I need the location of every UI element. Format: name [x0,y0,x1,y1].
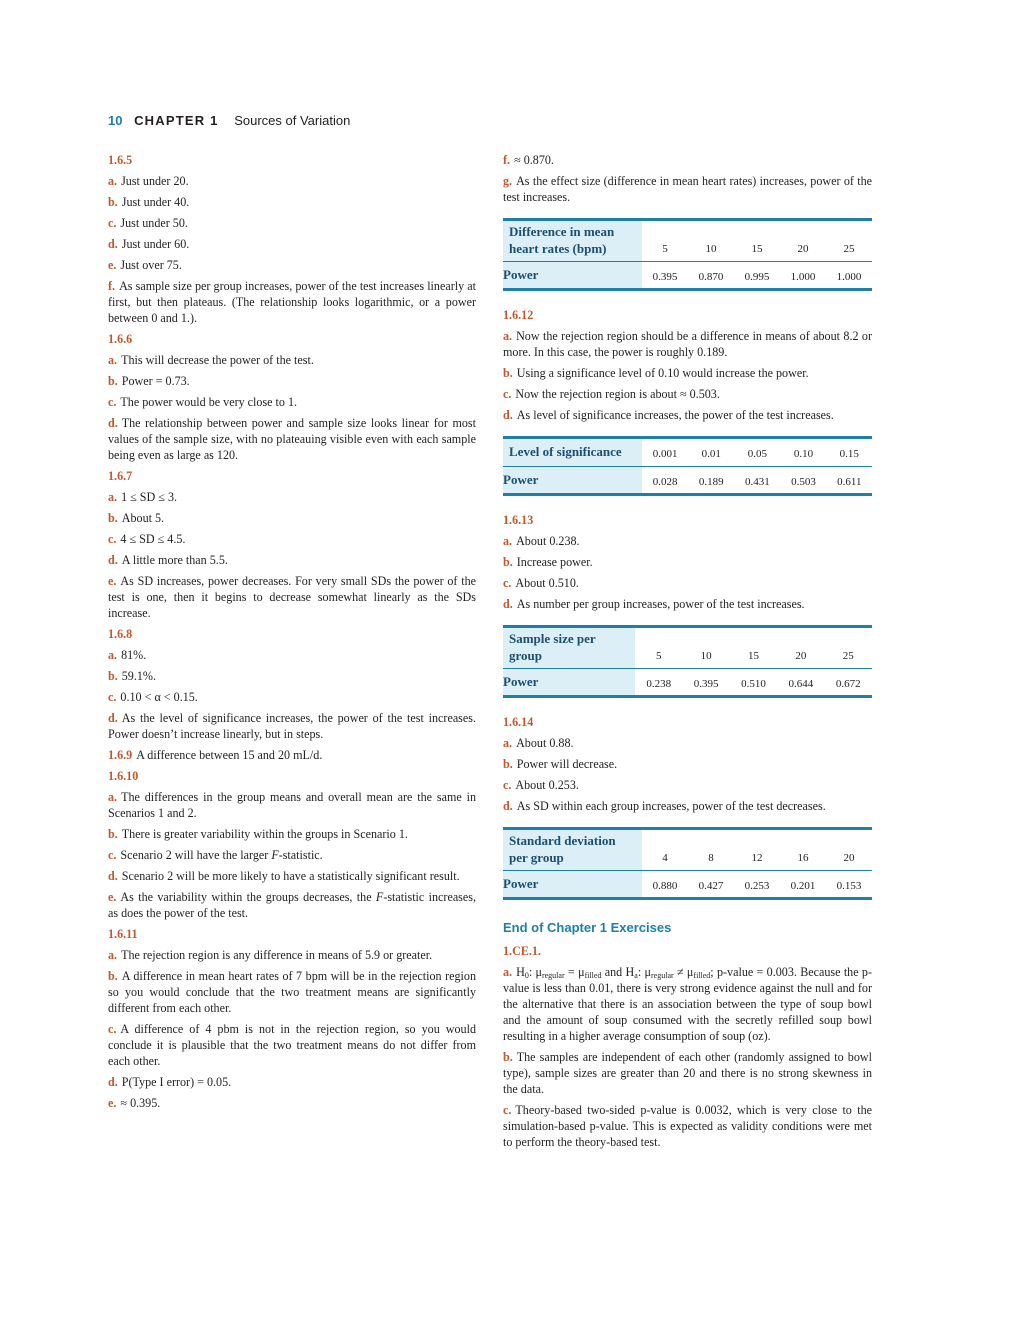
answer-1-6-10-a [108,789,476,821]
answer-text: As sample size per group increases, power of the test increases linearly at first, but then plateaus. (The relationship looks logarithmic, or a power between 0 and 1.). [108,279,476,325]
table-cell: 1.000 [836,271,862,283]
item-label: e. [108,890,117,904]
section-1-ce-1: 1.CE.1. [503,944,541,958]
item-label: b. [108,511,118,525]
table-cell: 0.427 [698,880,724,892]
f-symbol: F [375,890,384,904]
answer-1-6-13-a [503,533,872,549]
subscript: regular [541,971,565,980]
section-1-6-10: 1.6.10 [108,769,139,783]
table-cell: 10 [688,220,734,262]
table-header: Standard deviation per group [503,829,642,871]
answer-text: As the effect size (difference in mean heart rates) increases, power of the test increases. [503,174,872,204]
answer-text: Just under 60. [121,237,190,251]
answer-text: 1 ≤ SD ≤ 3. [121,490,178,504]
item-label: b. [108,669,118,683]
table-cell: 0.189 [698,476,724,488]
answer-1-6-10-d [108,868,476,884]
answer-1-6-14-c [503,777,872,793]
answer-text: As SD increases, power decreases. For very small SDs the power of the test is one, then it begins to decrease somewhat linearly as the SDs increase. [108,574,476,620]
answer-text: Just under 20. [121,174,189,188]
table-cell: 0.503 [791,476,816,488]
answer-text: 81%. [121,648,147,662]
answer-text: : μ [637,965,651,979]
item-label: b. [503,366,513,380]
table-cell: 0.201 [790,880,816,892]
table-row [503,669,872,697]
answer-text: The samples are independent of each other (randomly assigned to bowl type), sample sizes are greater than 20 and there is no strong skewness in the data. [503,1050,872,1096]
answer-text: About 0.510. [515,576,579,590]
answer-text: 0.10 < α < 0.15. [120,690,198,704]
item-label: c. [108,848,117,862]
item-label: c. [108,690,117,704]
item-label: b. [108,374,118,388]
item-label: d. [108,711,118,725]
subscript: a [634,971,638,980]
answer-1-6-11-e [108,1095,476,1111]
table-row [503,871,872,899]
item-label: b. [503,1050,513,1064]
table-cell: 0.880 [652,880,678,892]
item-label: e. [108,258,117,272]
answer-1-6-11-b [108,968,476,1016]
answer-1-6-13-d [503,596,872,612]
item-label: d. [108,1075,118,1089]
answer-text: A difference in mean heart rates of 7 bpm will be in the rejection region so you would conclude that the two treatment means are significantly different from each other. [108,969,476,1015]
item-label: a. [108,353,118,367]
answer-1-6-11-c [108,1021,476,1069]
f-symbol: F [271,848,279,862]
item-label: d. [108,416,118,430]
power-table-sample-size [503,625,872,698]
item-label: d. [108,237,118,251]
end-of-chapter-heading: End of Chapter 1 Exercises [503,920,672,935]
subscript: filled [693,971,711,980]
answer-text: The rejection region is any difference in means of 5.9 or greater. [121,948,433,962]
answer-1-6-12-d [503,407,872,423]
table-cell: 0.238 [646,678,672,690]
table-row [503,438,872,467]
power-table-significance [503,436,872,496]
section-1-6-11: 1.6.11 [108,927,138,941]
answer-1-6-13-c [503,575,872,591]
table-cell: 15 [734,220,780,262]
table-cell: 0.510 [741,678,766,690]
answer-text: About 0.88. [516,736,574,750]
table-cell: 15 [730,627,777,669]
answer-text: Theory-based two-sided p-value is 0.0032, which is very close to the simulation-based p-value. This is expected as validity conditions were met to perform the theory-based test. [503,1103,872,1149]
answer-1-6-6-c [108,394,476,410]
answer-1-6-7-b [108,510,476,526]
table-row-label: Power [503,467,642,495]
answer-text: Just over 75. [120,258,182,272]
subscript: 0 [524,971,529,980]
power-table-sd [503,827,872,900]
table-cell: 0.01 [688,438,734,467]
table-cell: 0.05 [734,438,780,467]
page-number: 10 [108,113,123,128]
answer-1-6-6-b [108,373,476,389]
table-cell: 25 [826,220,872,262]
answer-1-6-5-b [108,194,476,210]
section-1-6-12: 1.6.12 [503,308,534,322]
answer-text: Now the rejection region should be a difference in means of about 8.2 or more. In this case, the power is roughly 0.189. [503,329,872,359]
item-label: b. [108,969,118,983]
answer-1-6-8-d [108,710,476,742]
item-label: g. [503,174,513,188]
answer-1-6-7-c [108,531,476,547]
answer-1-6-11-g [503,173,872,205]
answer-text: About 0.238. [516,534,580,548]
item-label: a. [503,736,513,750]
item-label: f. [108,279,116,293]
answer-text: and H [601,965,635,979]
section-1-6-5: 1.6.5 [108,153,133,167]
table-cell: 5 [635,627,682,669]
answer-1-6-9 [108,747,476,763]
section-1-6-6: 1.6.6 [108,332,133,346]
hypothesis-h: H [516,965,525,979]
answer-text: P(Type I error) = 0.05. [121,1075,232,1089]
answer-1-6-8-b [108,668,476,684]
table-cell: 5 [642,220,688,262]
table-cell: 0.028 [652,476,678,488]
table-cell: 0.611 [837,476,862,488]
chapter-title: Sources of Variation [234,113,351,128]
power-table-heart-rate [503,218,872,291]
answer-1-6-5-f [108,278,476,326]
answer-1-ce-1-c [503,1102,872,1150]
table-cell: 0.253 [744,880,770,892]
answer-text: Power will decrease. [516,757,618,771]
answer-text: A difference of 4 pbm is not in the rejection region, so you would conclude it is plausible that the two treatment means do not differ from each other. [108,1022,476,1068]
answer-1-6-13-b [503,554,872,570]
answer-text: -statistic increases, as does the power of the test. [108,890,476,920]
answer-text: Power = 0.73. [121,374,190,388]
answer-text: Just under 50. [120,216,188,230]
table-cell: 20 [780,220,826,262]
answer-1-6-14-d [503,798,872,814]
item-label: c. [108,216,117,230]
table-row [503,627,872,669]
answer-text: The differences in the group means and overall mean are the same in Scenarios 1 and 2. [108,790,476,820]
item-label: a. [108,174,118,188]
left-column [108,152,476,1116]
answer-text: ≈ 0.870. [514,153,554,167]
item-label: c. [503,778,512,792]
answer-1-6-10-c [108,847,476,863]
item-label: d. [108,869,118,883]
item-label: c. [108,1022,117,1036]
item-label: d. [503,597,513,611]
section-1-6-13: 1.6.13 [503,513,534,527]
subscript: filled [584,971,602,980]
item-label: a. [108,490,118,504]
table-header: Sample size per group [503,627,635,669]
answer-text: As the variability within the groups decreases, the [120,890,376,904]
table-row [503,829,872,871]
answer-1-6-5-e [108,257,476,273]
answer-1-6-10-b [108,826,476,842]
answer-text: Scenario 2 will have the larger [120,848,272,862]
answer-text: About 0.253. [515,778,579,792]
answer-1-ce-1-a [503,964,872,1044]
item-label: d. [503,408,513,422]
answer-1-6-7-d [108,552,476,568]
section-1-6-9: 1.6.9 [108,748,133,762]
answer-1-6-7-a [108,489,476,505]
section-1-6-8: 1.6.8 [108,627,133,641]
table-row [503,467,872,495]
item-label: c. [503,576,512,590]
item-label: b. [503,555,513,569]
table-cell: 0.395 [652,271,678,283]
section-1-6-14: 1.6.14 [503,715,534,729]
table-cell: 25 [825,627,872,669]
table-cell: 0.870 [698,271,724,283]
item-label: e. [108,574,117,588]
answer-1-6-5-a [108,173,476,189]
answer-1-6-6-a [108,352,476,368]
answer-1-6-10-e [108,889,476,921]
item-label: b. [503,757,513,771]
item-label: a. [108,648,118,662]
chapter-label: CHAPTER 1 [134,113,219,128]
item-label: a. [503,534,513,548]
answer-text: 59.1%. [121,669,157,683]
table-cell: 0.15 [827,438,872,467]
answer-text: A difference between 15 and 20 mL/d. [136,748,323,762]
answer-1-6-7-e [108,573,476,621]
item-label: d. [108,553,118,567]
answer-1-6-11-f [503,152,872,168]
subscript: regular [651,971,674,980]
table-header: Difference in mean heart rates (bpm) [503,220,642,262]
answer-1-6-11-d [108,1074,476,1090]
answer-1-6-12-b [503,365,872,381]
answer-1-6-14-b [503,756,872,772]
table-cell: 0.153 [836,880,862,892]
answer-text: A little more than 5.5. [121,553,228,567]
table-row [503,262,872,290]
item-label: d. [503,799,513,813]
table-cell: 20 [777,627,824,669]
item-label: e. [108,1096,117,1110]
table-cell: 0.10 [780,438,826,467]
answer-text: ≠ μ [673,965,694,979]
answer-text: = μ [564,965,585,979]
table-row [503,220,872,262]
answer-1-6-6-d [108,415,476,463]
table-row-label: Power [503,669,635,697]
answer-1-6-5-c [108,215,476,231]
table-cell: 0.644 [788,678,814,690]
answer-text: : μ [528,965,542,979]
table-cell: 12 [734,829,780,871]
table-cell: 0.395 [693,678,719,690]
item-label: a. [108,790,118,804]
answer-text: This will decrease the power of the test. [121,353,314,367]
answer-1-6-12-a [503,328,872,360]
table-cell: 16 [780,829,826,871]
table-cell: 0.431 [744,476,770,488]
item-label: c. [503,387,512,401]
answer-1-6-11-a [108,947,476,963]
answer-text: As number per group increases, power of the test increases. [516,597,805,611]
table-cell: 1.000 [790,271,816,283]
item-label: a. [503,329,513,343]
right-column [503,152,872,1155]
item-label: b. [108,195,118,209]
answer-text: The relationship between power and sample size looks linear for most values of the sample size, with no plateauing visible even with each sample being even as large as 120. [108,416,476,462]
table-cell: 0.995 [744,271,770,283]
table-cell: 0.672 [835,678,861,690]
answer-text: ≈ 0.395. [120,1096,161,1110]
answer-text: Increase power. [516,555,593,569]
item-label: a. [503,965,513,979]
table-cell: 8 [688,829,734,871]
answer-text: As SD within each group increases, power of the test decreases. [516,799,826,813]
answer-1-6-5-d [108,236,476,252]
answer-text: As the level of significance increases, the power of the test increases. Power doesn’t increase linearly, but in steps. [108,711,476,741]
item-label: c. [108,532,117,546]
answer-text: About 5. [121,511,165,525]
answer-text: -statistic. [278,848,323,862]
answer-1-6-14-a [503,735,872,751]
table-cell: 0.001 [642,438,688,467]
answer-1-ce-1-b [503,1049,872,1097]
item-label: b. [108,827,118,841]
table-cell: 4 [642,829,688,871]
table-header: Level of significance [503,438,642,467]
item-label: c. [108,395,117,409]
item-label: a. [108,948,118,962]
answer-1-6-8-a [108,647,476,663]
section-1-6-7: 1.6.7 [108,469,133,483]
answer-text: There is greater variability within the groups in Scenario 1. [121,827,408,841]
answer-text: Using a significance level of 0.10 would increase the power. [516,366,809,380]
answer-1-6-12-c [503,386,872,402]
answer-text: ; p-value = 0.003. Because the p-value is less than 0.01, there is very strong evidence against the null and for the alternative that there is an association between the type of soup bowl and the amount of soup consumed with the secretly refilled soup bowl resulting in a higher average consumption of soup (oz). [503,965,872,1043]
table-cell: 20 [826,829,872,871]
table-cell: 10 [682,627,729,669]
answer-1-6-8-c [108,689,476,705]
table-row-label: Power [503,871,642,899]
answer-text: Now the rejection region is about ≈ 0.503. [515,387,720,401]
item-label: f. [503,153,511,167]
answer-text: As level of significance increases, the power of the test increases. [516,408,834,422]
table-row-label: Power [503,262,642,290]
item-label: c. [503,1103,512,1117]
answer-text: Scenario 2 will be more likely to have a statistically significant result. [121,869,460,883]
answer-text: Just under 40. [121,195,190,209]
running-head [108,113,350,129]
answer-text: 4 ≤ SD ≤ 4.5. [120,532,186,546]
answer-text: The power would be very close to 1. [120,395,298,409]
